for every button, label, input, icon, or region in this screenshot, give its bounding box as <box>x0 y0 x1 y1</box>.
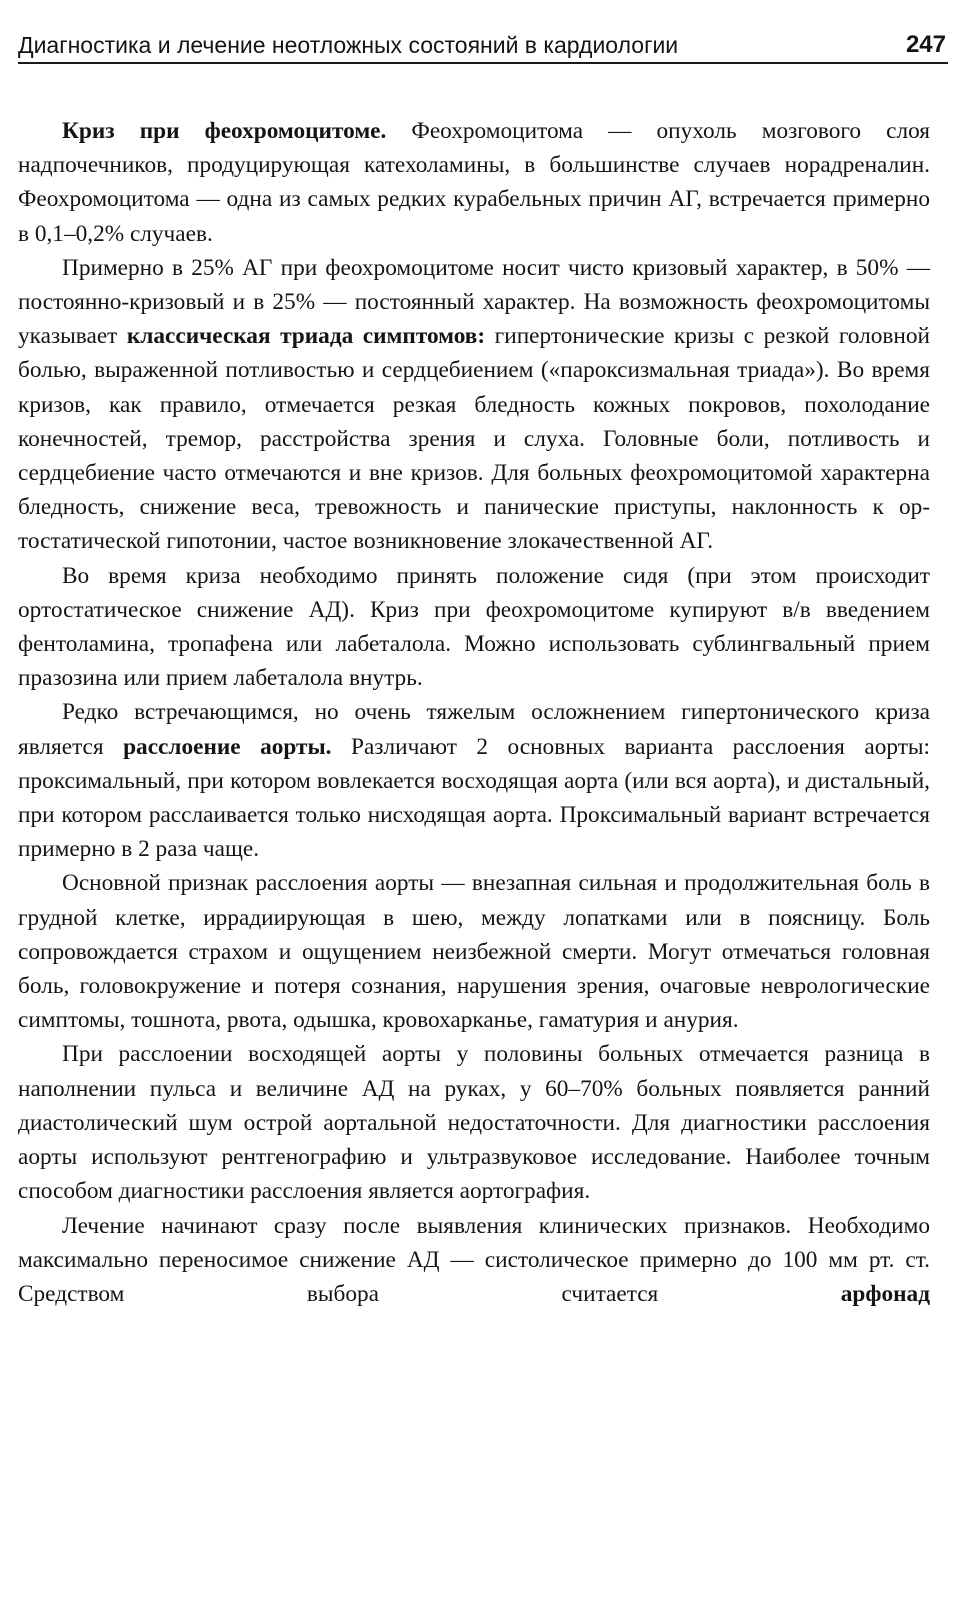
paragraph-text: При расслоении восходящей аорты у половины больных отмечается разница в наполнении пульса и величине АД на руках, у 60–70% больных появляется ранний диастолический шум острой аортальной недостаточности. Для диагностики расслоения аорты используют рентгенографию и ультразвуковое исследование. Наиболее точным способом диагностики расслоения является аортография. <box>18 1041 930 1205</box>
paragraph-text: гипертонические кризы с резкой головной болью, выраженной потливостью и сердцебиением («пароксизмальная триада»). Во время кризов, как правило, отмечается резкая бледность кожных покровов, похолодание конечностей, тремор, расстройства зрения и слуха. Головные боли, потливость и сердцебиение часто отмечаются и вне кризов. Для больных феохромоцитомой характерна бледность, снижение веса, тревожность и панические приступы, наклонность к ортостатической гипотонии, частое возникновение злокачественной АГ. <box>18 323 930 555</box>
paragraph-text: Феохромоцитома — опухоль мозгового слоя надпочечников, продуцирующая катехоламины, в большинстве случаев норадреналин. Феохромоцитома — одна из самых редких курабельных причин АГ, встречается примерно в 0,1–0,2% случаев. <box>18 118 930 247</box>
paragraph-dissection-diagnostics <box>18 1037 930 1208</box>
paragraph-text: Различают 2 основных варианта расслоения аорты: проксимальный, при котором вовлекается восходящая аорта (или вся аорта), и дистальный, при котором расслаивается только нисходящая аорта. Проксимальный вариант встречается примерно в 2 раза чаще. <box>18 733 931 863</box>
bold-term: арфонад <box>840 1280 930 1307</box>
paragraph-classic-triad <box>18 251 930 559</box>
paragraph-dissection-symptoms <box>18 866 930 1037</box>
bold-term: классическая триада симптомов: <box>126 323 486 350</box>
paragraph-dissection-treatment <box>18 1209 930 1312</box>
page-number: 247 <box>905 31 946 58</box>
paragraph-aortic-dissection <box>18 695 930 866</box>
running-header <box>18 28 948 64</box>
paragraph-lead-heading: Криз при феохромоцитоме. <box>62 118 387 144</box>
paragraph-crisis-treatment <box>18 559 930 696</box>
bold-term: расслоение аорты. <box>123 733 332 760</box>
body-text <box>18 114 930 1311</box>
chapter-title: Диагностика и лечение неотложных состояний в кардиологии <box>18 32 679 58</box>
paragraph-text: Редко встречающимся, но очень тяжелым осложнением гипертонического криза является <box>18 699 930 760</box>
paragraph-text: Примерно в 25% АГ при феохромоцитоме носит чисто кризовый характер, в 50% — постоянно-кризовый и в 25% — постоянный характер. На возможность феохромоцитомы указывает <box>18 254 930 350</box>
paragraph-text: Во время криза необходимо принять положение сидя (при этом происходит ортостатическое снижение АД). Криз при феохромоцитоме купируют в/в введением фентоламина, тропафена или лабеталола. Можно использовать сублингвальный прием празозина или прием лабеталола внутрь. <box>18 562 930 692</box>
paragraph-text: Основной признак расслоения аорты — внезапная сильная и продолжительная боль в грудной клетке, иррадиирующая в шею, между лопатками или в поясницу. Боль сопровождается страхом и ощущением неизбежной смерти. Могут отмечаться головная боль, головокружение и потеря сознания, нарушения зрения, очаговые неврологические симптомы, тошнота, рвота, одышка, кровохарканье, гаматурия и анурия. <box>18 870 930 1034</box>
paragraph-text: Лечение начинают сразу после выявления клинических признаков. Необходимо максимально переносимое снижение АД — систолическое примерно до 100 мм рт. ст. Средством выбора считается <box>18 1212 930 1307</box>
paragraph-pheochromocytoma-crisis <box>18 114 930 251</box>
